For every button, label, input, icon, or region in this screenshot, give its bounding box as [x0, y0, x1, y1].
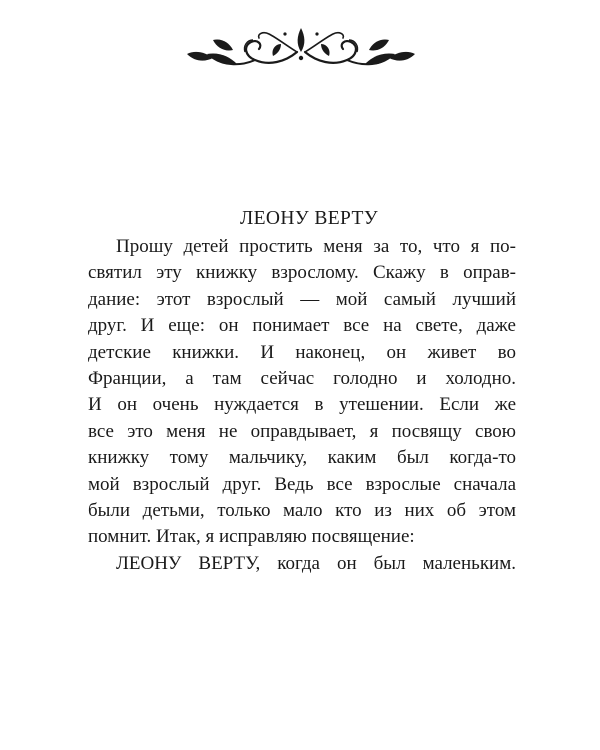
paragraph-line: помнит. Итак, я исправляю посвящение: — [88, 526, 415, 548]
paragraph-line: Франции, а там сейчас голодно и холодно. — [88, 367, 516, 389]
dedication-final-line: ЛЕОНУ ВЕРТУ, когда он был маленьким. — [116, 552, 516, 574]
floral-ornament-icon — [185, 22, 417, 74]
paragraph-line: дание: этот взрослый — мой самый лучший — [88, 288, 516, 310]
paragraph-line: все это меня не оправдывает, я посвящу свою — [88, 420, 516, 442]
paragraph-line: святил эту книжку взрослому. Скажу в оправ- — [88, 262, 516, 284]
paragraph-line: были детьми, только мало кто из них об этом — [88, 499, 516, 521]
paragraph-line: детские книжки. И наконец, он живет во — [88, 341, 516, 363]
paragraph-line: мой взрослый друг. Ведь все взрослые сначала — [88, 473, 516, 495]
paragraph-line: Прошу детей простить меня за то, что я по- — [116, 236, 516, 257]
paragraph-line: книжку тому мальчику, каким был когда-то — [88, 447, 516, 469]
paragraph-line: И он очень нуждается в утешении. Если же — [88, 394, 516, 416]
dedication-heading: ЛЕОНУ ВЕРТУ — [239, 208, 379, 229]
paragraph-line: друг. И еще: он понимает все на свете, даже — [88, 315, 516, 337]
dedication-page — [88, 206, 516, 577]
dedication-paragraph — [88, 234, 516, 551]
